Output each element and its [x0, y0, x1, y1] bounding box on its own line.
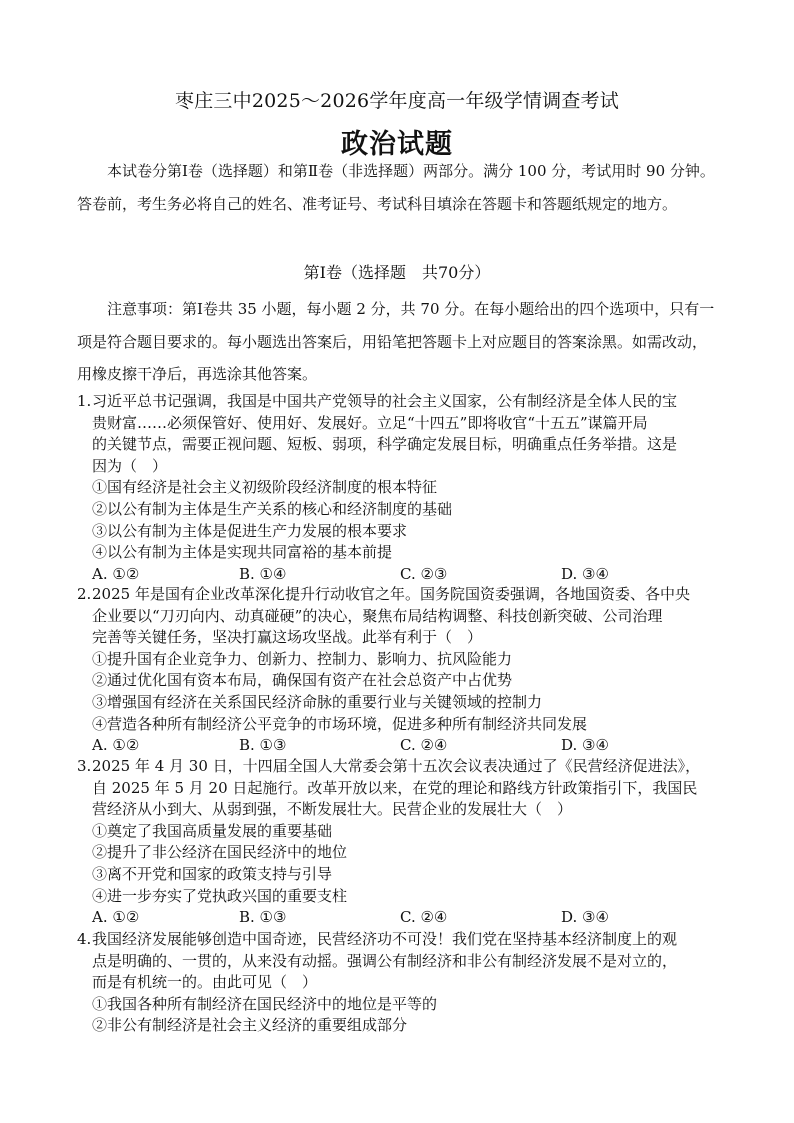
question-number: 2. [77, 585, 92, 603]
statement-option: ③增强国有经济在关系国民经济命脉的重要行业与关键领域的控制力 [92, 692, 543, 711]
notice-text: 注意事项：第Ⅰ卷共 35 小题，每小题 2 分，共 70 分。在每小题给出的四个选项中，只有一项是符合题目要求的。每小题选出答案后，用铅笔把答题卡上对应题目的答案涂黑。如需改动，用橡皮擦干净后，再选涂其他答案。 [77, 300, 715, 383]
subject-title: 政治试题 [341, 129, 453, 160]
statement-option: ①提升国有企业竞争力、创新力、控制力、影响力、抗风险能力 [92, 649, 513, 668]
question-stem-line: 完善等关键任务，坚决打赢这场攻坚战。此举有利于（ ） [92, 628, 483, 647]
exam-title: 枣庄三中2025～2026学年度高一年级学情调查考试 [175, 90, 619, 112]
question-number: 4. [77, 930, 92, 948]
section-title: 第Ⅰ卷（选择题 共70分） [303, 263, 491, 282]
question-stem-line: 贵财富……必须保管好、使用好、发展好。立足“十四五”即将收官“十五五”谋篇开局 [92, 413, 648, 432]
intro-text: 本试卷分第Ⅰ卷（选择题）和第Ⅱ卷（非选择题）两部分。满分 100 分，考试用时 90 分钟。答卷前，考生务必将自己的姓名、准考证号、考试科目填涂在答题卡和答题纸规定的地方。 [77, 162, 715, 213]
question-stem-line: 2025 年 4 月 30 日，十四届全国人大常委会第十五次会议表决通过了《民营经济促进法》， [92, 757, 701, 775]
answer-choice[interactable]: D. ③④ [561, 908, 609, 927]
answer-choice[interactable]: A. ①② [92, 908, 140, 927]
statement-option: ①我国各种所有制经济在国民经济中的地位是平等的 [92, 994, 438, 1013]
statement-option: ①奠定了我国高质量发展的重要基础 [92, 821, 333, 840]
question-1 [77, 391, 719, 585]
statement-option: ③离不开党和国家的政策支持与引导 [92, 864, 333, 883]
statement-option: ②提升了非公经济在国民经济中的地位 [92, 843, 348, 862]
question-stem-line: 而是有机统一的。由此可见（ ） [92, 973, 318, 992]
answer-choices [77, 735, 719, 757]
statement-option: ④进一步夯实了党执政兴国的重要支柱 [92, 886, 348, 905]
question-stem-line: 我国经济发展能够创造中国奇迹，民营经济功不可没！我们党在坚持基本经济制度上的观 [92, 930, 678, 948]
statement-option: ③以公有制为主体是促进生产力发展的根本要求 [92, 521, 408, 540]
answer-choice[interactable]: C. ②③ [400, 564, 448, 583]
statement-option: ②通过优化国有资本布局，确保国有资产在社会总资产中占优势 [92, 671, 513, 690]
statement-option: ②非公有制经济是社会主义经济的重要组成部分 [92, 1016, 408, 1035]
question-4 [77, 929, 719, 1037]
question-stem-line: 自 2025 年 5 月 20 日起施行。改革开放以来，在党的理论和路线方针政策指引下，我国民 [92, 778, 698, 797]
answer-choice[interactable]: B. ①④ [239, 564, 287, 583]
question-stem-line: 企业要以“刀刃向内、动真碰硬”的决心，聚焦布局结构调整、科技创新突破、公司治理 [92, 606, 663, 625]
answer-choice[interactable]: B. ①③ [239, 908, 287, 927]
answer-choice[interactable]: A. ①② [92, 736, 140, 755]
question-stem-line: 2025 年是国有企业改革深化提升行动收官之年。国务院国资委强调，各地国资委、各中央 [92, 585, 690, 603]
question-number: 1. [77, 392, 92, 410]
question-2 [77, 584, 719, 757]
answer-choice[interactable]: C. ②④ [400, 736, 448, 755]
statement-option: ④以公有制为主体是实现共同富裕的基本前提 [92, 543, 393, 562]
question-number: 3. [77, 757, 92, 775]
question-stem-line: 点是明确的、一贯的，从来没有动摇。强调公有制经济和非公有制经济发展不是对立的， [92, 951, 678, 970]
answer-choices [77, 907, 719, 929]
statement-option: ②以公有制为主体是生产关系的核心和经济制度的基础 [92, 499, 453, 518]
answer-choice[interactable]: D. ③④ [561, 564, 609, 583]
question-stem-line: 习近平总书记强调，我国是中国共产党领导的社会主义国家，公有制经济是全体人民的宝 [92, 392, 678, 410]
statement-option: ①国有经济是社会主义初级阶段经济制度的根本特征 [92, 478, 438, 497]
question-stem-line: 因为（ ） [92, 456, 168, 475]
intro-paragraph [77, 155, 719, 220]
answer-choice[interactable]: B. ①③ [239, 736, 287, 755]
answer-choice[interactable]: A. ①② [92, 564, 140, 583]
notice-paragraph [77, 293, 719, 391]
question-stem-line: 营经济从小到大、从弱到强，不断发展壮大。民营企业的发展壮大（ ） [92, 800, 573, 819]
answer-choice[interactable]: D. ③④ [561, 736, 609, 755]
statement-option: ④营造各种所有制经济公平竞争的市场环境，促进多种所有制经济共同发展 [92, 714, 588, 733]
answer-choice[interactable]: C. ②④ [400, 908, 448, 927]
answer-choices [77, 564, 719, 586]
question-stem-line: 的关键节点，需要正视问题、短板、弱项，科学确定发展目标，明确重点任务举措。这是 [92, 435, 678, 454]
question-3 [77, 756, 719, 929]
